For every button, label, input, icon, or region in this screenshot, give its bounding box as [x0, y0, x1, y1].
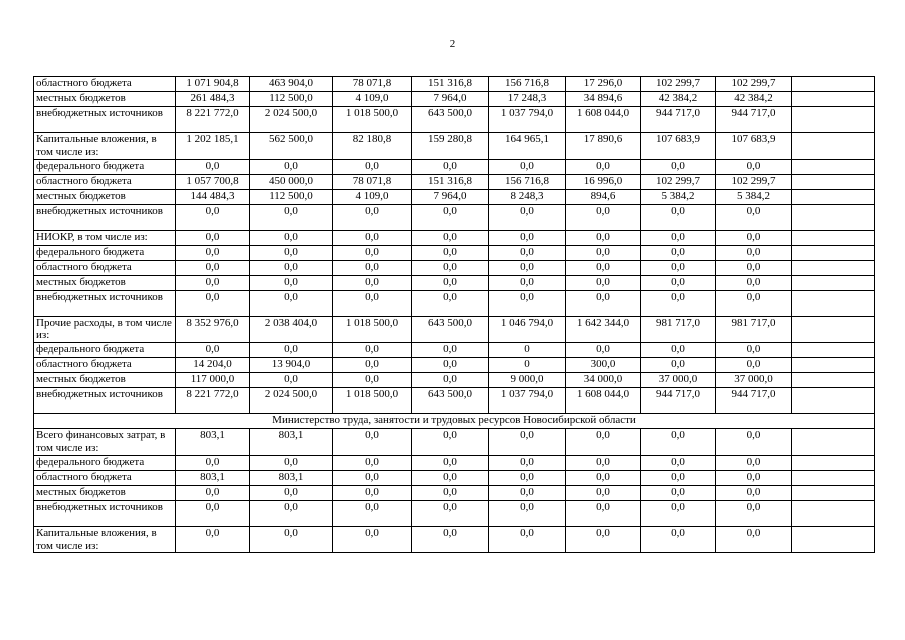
row-label: федерального бюджета: [34, 245, 176, 260]
value-cell: 1 037 794,0: [489, 107, 566, 133]
table-row: [34, 230, 875, 245]
row-label: местных бюджетов: [34, 92, 176, 107]
section-title: Министерство труда, занятости и трудовых ресурсов Новосибирской области: [34, 414, 875, 429]
value-cell: 78 071,8: [333, 174, 412, 189]
table-row: [34, 275, 875, 290]
value-cell: [792, 260, 875, 275]
value-cell: 0,0: [489, 290, 566, 316]
value-cell: 0,0: [566, 526, 641, 553]
value-cell: 159 280,8: [412, 133, 489, 160]
value-cell: 0,0: [566, 275, 641, 290]
value-cell: 82 180,8: [333, 133, 412, 160]
value-cell: 0,0: [489, 526, 566, 553]
value-cell: 0,0: [333, 373, 412, 388]
row-label: Всего финансовых затрат, в том числе из:: [34, 429, 176, 456]
value-cell: 981 717,0: [641, 316, 716, 343]
value-cell: 0,0: [489, 275, 566, 290]
value-cell: 1 046 794,0: [489, 316, 566, 343]
value-cell: 803,1: [250, 470, 333, 485]
table-row: [34, 77, 875, 92]
value-cell: 151 316,8: [412, 77, 489, 92]
value-cell: 300,0: [566, 358, 641, 373]
value-cell: 0,0: [176, 485, 250, 500]
value-cell: 0,0: [566, 290, 641, 316]
value-cell: 643 500,0: [412, 388, 489, 414]
value-cell: [792, 77, 875, 92]
value-cell: 0,0: [566, 470, 641, 485]
value-cell: [792, 485, 875, 500]
value-cell: 643 500,0: [412, 316, 489, 343]
row-label: областного бюджета: [34, 358, 176, 373]
value-cell: 1 071 904,8: [176, 77, 250, 92]
row-label: федерального бюджета: [34, 343, 176, 358]
row-label: местных бюджетов: [34, 373, 176, 388]
row-label: федерального бюджета: [34, 455, 176, 470]
value-cell: 112 500,0: [250, 189, 333, 204]
value-cell: 944 717,0: [716, 388, 792, 414]
value-cell: [792, 388, 875, 414]
value-cell: 17 890,6: [566, 133, 641, 160]
value-cell: 0,0: [333, 343, 412, 358]
value-cell: 1 018 500,0: [333, 388, 412, 414]
value-cell: 1 642 344,0: [566, 316, 641, 343]
value-cell: 0,0: [250, 245, 333, 260]
value-cell: 0,0: [641, 245, 716, 260]
value-cell: [792, 429, 875, 456]
row-label: внебюджетных источников: [34, 107, 176, 133]
value-cell: 0: [489, 343, 566, 358]
value-cell: 0,0: [716, 275, 792, 290]
value-cell: 0,0: [333, 358, 412, 373]
value-cell: [792, 107, 875, 133]
value-cell: 803,1: [176, 470, 250, 485]
value-cell: 0,0: [716, 455, 792, 470]
value-cell: 0,0: [716, 343, 792, 358]
value-cell: 0,0: [716, 159, 792, 174]
row-label: областного бюджета: [34, 77, 176, 92]
value-cell: 2 038 404,0: [250, 316, 333, 343]
table-row: [34, 343, 875, 358]
value-cell: 0,0: [250, 500, 333, 526]
value-cell: 0,0: [333, 470, 412, 485]
value-cell: 803,1: [250, 429, 333, 456]
value-cell: 4 109,0: [333, 189, 412, 204]
value-cell: 0,0: [566, 159, 641, 174]
value-cell: 4 109,0: [333, 92, 412, 107]
value-cell: 34 894,6: [566, 92, 641, 107]
value-cell: 0,0: [176, 260, 250, 275]
value-cell: 463 904,0: [250, 77, 333, 92]
row-label: внебюджетных источников: [34, 500, 176, 526]
value-cell: 0,0: [412, 290, 489, 316]
value-cell: 1 608 044,0: [566, 388, 641, 414]
value-cell: 0,0: [412, 485, 489, 500]
value-cell: 102 299,7: [641, 77, 716, 92]
value-cell: 17 248,3: [489, 92, 566, 107]
budget-table-body: [34, 77, 875, 553]
value-cell: 0,0: [176, 204, 250, 230]
value-cell: 102 299,7: [641, 174, 716, 189]
value-cell: 0,0: [412, 275, 489, 290]
value-cell: 0,0: [641, 275, 716, 290]
value-cell: 944 717,0: [716, 107, 792, 133]
value-cell: 0,0: [250, 230, 333, 245]
value-cell: 0,0: [716, 204, 792, 230]
section-header-row: [34, 414, 875, 429]
row-label: местных бюджетов: [34, 485, 176, 500]
value-cell: 14 204,0: [176, 358, 250, 373]
value-cell: [792, 470, 875, 485]
value-cell: 0,0: [176, 343, 250, 358]
value-cell: 0,0: [412, 429, 489, 456]
value-cell: 0,0: [176, 245, 250, 260]
value-cell: 0,0: [250, 290, 333, 316]
value-cell: 0,0: [489, 260, 566, 275]
value-cell: [792, 230, 875, 245]
value-cell: 0,0: [250, 373, 333, 388]
value-cell: [792, 455, 875, 470]
value-cell: 0,0: [250, 455, 333, 470]
value-cell: 16 996,0: [566, 174, 641, 189]
table-row: [34, 174, 875, 189]
table-row: [34, 358, 875, 373]
value-cell: 0,0: [412, 455, 489, 470]
value-cell: 0,0: [333, 485, 412, 500]
value-cell: 156 716,8: [489, 77, 566, 92]
value-cell: [792, 275, 875, 290]
table-row: [34, 470, 875, 485]
value-cell: 42 384,2: [716, 92, 792, 107]
table-row: [34, 526, 875, 553]
value-cell: 0,0: [489, 470, 566, 485]
value-cell: 37 000,0: [641, 373, 716, 388]
value-cell: 8 221 772,0: [176, 388, 250, 414]
value-cell: 0,0: [333, 429, 412, 456]
value-cell: 944 717,0: [641, 388, 716, 414]
row-label: внебюджетных источников: [34, 204, 176, 230]
value-cell: 562 500,0: [250, 133, 333, 160]
value-cell: 0,0: [412, 470, 489, 485]
value-cell: 0,0: [489, 159, 566, 174]
value-cell: 0,0: [566, 245, 641, 260]
value-cell: 0,0: [566, 500, 641, 526]
value-cell: 944 717,0: [641, 107, 716, 133]
value-cell: [792, 373, 875, 388]
table-row: [34, 260, 875, 275]
value-cell: 0,0: [716, 485, 792, 500]
value-cell: 0,0: [250, 275, 333, 290]
row-label: Капитальные вложения, в том числе из:: [34, 526, 176, 553]
value-cell: 5 384,2: [716, 189, 792, 204]
value-cell: 0,0: [333, 230, 412, 245]
row-label: внебюджетных источников: [34, 388, 176, 414]
value-cell: 0,0: [333, 275, 412, 290]
value-cell: 78 071,8: [333, 77, 412, 92]
table-row: [34, 133, 875, 160]
value-cell: [792, 133, 875, 160]
value-cell: 0,0: [716, 526, 792, 553]
value-cell: 643 500,0: [412, 107, 489, 133]
value-cell: 0,0: [250, 485, 333, 500]
value-cell: 9 000,0: [489, 373, 566, 388]
budget-table: [33, 76, 875, 553]
value-cell: 1 037 794,0: [489, 388, 566, 414]
value-cell: 2 024 500,0: [250, 107, 333, 133]
table-row: [34, 159, 875, 174]
value-cell: 8 221 772,0: [176, 107, 250, 133]
value-cell: 0,0: [250, 260, 333, 275]
value-cell: 0,0: [176, 526, 250, 553]
value-cell: 151 316,8: [412, 174, 489, 189]
value-cell: 0,0: [566, 230, 641, 245]
value-cell: 0,0: [641, 470, 716, 485]
value-cell: 0,0: [641, 204, 716, 230]
value-cell: 107 683,9: [716, 133, 792, 160]
value-cell: 803,1: [176, 429, 250, 456]
table-row: [34, 316, 875, 343]
table-row: [34, 388, 875, 414]
value-cell: 37 000,0: [716, 373, 792, 388]
value-cell: [792, 204, 875, 230]
page-number: 2: [449, 38, 456, 50]
value-cell: 0,0: [489, 230, 566, 245]
table-row: [34, 290, 875, 316]
row-label: федерального бюджета: [34, 159, 176, 174]
row-label: областного бюджета: [34, 260, 176, 275]
value-cell: 0,0: [333, 260, 412, 275]
value-cell: 0,0: [716, 500, 792, 526]
value-cell: 0,0: [641, 159, 716, 174]
value-cell: 0,0: [641, 260, 716, 275]
value-cell: 0,0: [716, 260, 792, 275]
table-row: [34, 92, 875, 107]
value-cell: 117 000,0: [176, 373, 250, 388]
value-cell: 0,0: [333, 526, 412, 553]
value-cell: 0,0: [716, 230, 792, 245]
row-label: местных бюджетов: [34, 275, 176, 290]
table-row: [34, 189, 875, 204]
value-cell: [792, 245, 875, 260]
value-cell: 102 299,7: [716, 77, 792, 92]
value-cell: 107 683,9: [641, 133, 716, 160]
value-cell: 0,0: [412, 230, 489, 245]
value-cell: 0,0: [333, 245, 412, 260]
table-row: [34, 429, 875, 456]
value-cell: 0,0: [412, 358, 489, 373]
value-cell: [792, 189, 875, 204]
value-cell: 0,0: [641, 343, 716, 358]
value-cell: 112 500,0: [250, 92, 333, 107]
value-cell: 164 965,1: [489, 133, 566, 160]
value-cell: [792, 500, 875, 526]
value-cell: [792, 174, 875, 189]
value-cell: 0,0: [176, 275, 250, 290]
value-cell: 261 484,3: [176, 92, 250, 107]
value-cell: 1 018 500,0: [333, 107, 412, 133]
row-label: областного бюджета: [34, 174, 176, 189]
value-cell: [792, 92, 875, 107]
value-cell: 0,0: [412, 500, 489, 526]
row-label: НИОКР, в том числе из:: [34, 230, 176, 245]
value-cell: 0,0: [489, 500, 566, 526]
value-cell: 0,0: [641, 429, 716, 456]
value-cell: 1 057 700,8: [176, 174, 250, 189]
value-cell: 0,0: [412, 260, 489, 275]
value-cell: 8 248,3: [489, 189, 566, 204]
value-cell: 0,0: [641, 230, 716, 245]
value-cell: 0,0: [716, 290, 792, 316]
value-cell: 1 018 500,0: [333, 316, 412, 343]
table-row: [34, 245, 875, 260]
value-cell: 0,0: [641, 358, 716, 373]
value-cell: 8 352 976,0: [176, 316, 250, 343]
value-cell: 0,0: [250, 204, 333, 230]
value-cell: [792, 290, 875, 316]
value-cell: 0,0: [412, 526, 489, 553]
value-cell: 0,0: [333, 159, 412, 174]
value-cell: 450 000,0: [250, 174, 333, 189]
table-row: [34, 500, 875, 526]
value-cell: 5 384,2: [641, 189, 716, 204]
value-cell: 13 904,0: [250, 358, 333, 373]
value-cell: 102 299,7: [716, 174, 792, 189]
value-cell: 0,0: [412, 373, 489, 388]
value-cell: 0: [489, 358, 566, 373]
value-cell: 17 296,0: [566, 77, 641, 92]
value-cell: 144 484,3: [176, 189, 250, 204]
value-cell: 0,0: [250, 343, 333, 358]
value-cell: [792, 159, 875, 174]
value-cell: [792, 316, 875, 343]
table-row: [34, 107, 875, 133]
value-cell: [792, 526, 875, 553]
value-cell: 42 384,2: [641, 92, 716, 107]
value-cell: 0,0: [716, 429, 792, 456]
value-cell: [792, 358, 875, 373]
value-cell: 0,0: [641, 526, 716, 553]
value-cell: 0,0: [489, 429, 566, 456]
value-cell: 1 202 185,1: [176, 133, 250, 160]
value-cell: 0,0: [412, 343, 489, 358]
value-cell: 0,0: [176, 230, 250, 245]
row-label: областного бюджета: [34, 470, 176, 485]
value-cell: 0,0: [566, 455, 641, 470]
value-cell: 0,0: [489, 455, 566, 470]
value-cell: 0,0: [716, 245, 792, 260]
value-cell: 0,0: [641, 485, 716, 500]
value-cell: 0,0: [489, 245, 566, 260]
table-row: [34, 455, 875, 470]
value-cell: 0,0: [333, 455, 412, 470]
value-cell: 0,0: [176, 290, 250, 316]
table-row: [34, 373, 875, 388]
value-cell: 0,0: [716, 358, 792, 373]
value-cell: 0,0: [333, 204, 412, 230]
value-cell: 0,0: [566, 485, 641, 500]
value-cell: 0,0: [489, 204, 566, 230]
value-cell: 0,0: [333, 500, 412, 526]
value-cell: 0,0: [176, 455, 250, 470]
value-cell: 0,0: [412, 245, 489, 260]
row-label: внебюджетных источников: [34, 290, 176, 316]
value-cell: 0,0: [641, 290, 716, 316]
value-cell: 0,0: [641, 500, 716, 526]
row-label: местных бюджетов: [34, 189, 176, 204]
value-cell: 0,0: [716, 470, 792, 485]
value-cell: 7 964,0: [412, 189, 489, 204]
value-cell: 0,0: [250, 526, 333, 553]
value-cell: 0,0: [250, 159, 333, 174]
value-cell: 0,0: [489, 485, 566, 500]
value-cell: 0,0: [333, 290, 412, 316]
value-cell: 34 000,0: [566, 373, 641, 388]
value-cell: 981 717,0: [716, 316, 792, 343]
value-cell: 156 716,8: [489, 174, 566, 189]
table-row: [34, 485, 875, 500]
row-label: Прочие расходы, в том числе из:: [34, 316, 176, 343]
value-cell: 0,0: [566, 343, 641, 358]
value-cell: 7 964,0: [412, 92, 489, 107]
value-cell: 0,0: [176, 500, 250, 526]
row-label: Капитальные вложения, в том числе из:: [34, 133, 176, 160]
value-cell: 0,0: [566, 204, 641, 230]
value-cell: 894,6: [566, 189, 641, 204]
value-cell: 2 024 500,0: [250, 388, 333, 414]
value-cell: 0,0: [412, 204, 489, 230]
value-cell: 0,0: [641, 455, 716, 470]
table-row: [34, 204, 875, 230]
value-cell: 0,0: [566, 429, 641, 456]
value-cell: 0,0: [176, 159, 250, 174]
value-cell: 0,0: [566, 260, 641, 275]
value-cell: 0,0: [412, 159, 489, 174]
value-cell: 1 608 044,0: [566, 107, 641, 133]
value-cell: [792, 343, 875, 358]
